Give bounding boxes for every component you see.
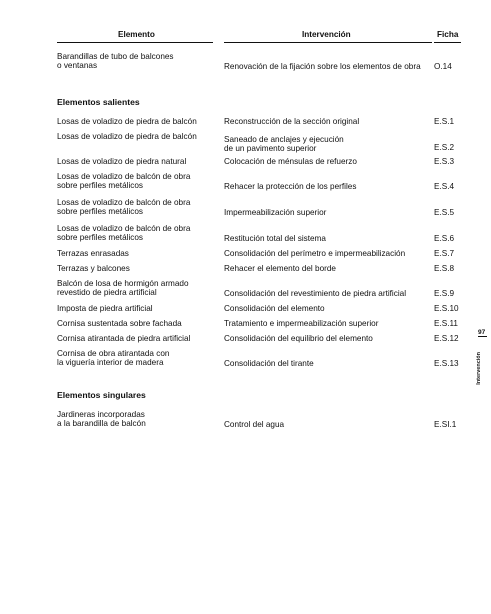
section-heading-salientes: Elementos salientes <box>57 97 140 107</box>
row-element: Losas de voladizo de piedra de balcón <box>57 132 197 141</box>
row-intervention: Tratamiento e impermeabilización superior <box>224 319 379 328</box>
row-ficha: E.S.5 <box>434 208 455 217</box>
row-element: Cornisa atirantada de piedra artificial <box>57 334 191 343</box>
row-intervention: Reconstrucción de la sección original <box>224 117 360 126</box>
column-header-intervencion: Intervención <box>302 30 351 39</box>
row-ficha: E.S.6 <box>434 234 455 243</box>
row-intervention: Restitución total del sistema <box>224 234 326 243</box>
row-ficha: E.SI.1 <box>434 420 457 429</box>
row-element: Cornisa de obra atirantada con la viguería interior de madera <box>57 349 170 368</box>
header-rule-elemento <box>57 42 213 43</box>
row-intervention: Rehacer la protección de los perfiles <box>224 182 357 191</box>
row-ficha: E.S.3 <box>434 157 455 166</box>
row-element: Losas de voladizo de balcón de obra sobre perfiles metálicos <box>57 172 191 191</box>
row-intervention: Renovación de la fijación sobre los elementos de obra <box>224 62 421 71</box>
row-ficha: O.14 <box>434 62 452 71</box>
row-element-text: Barandillas de tubo de balcones o ventanas <box>57 52 174 71</box>
header-rule-intervencion <box>224 42 432 43</box>
row-element: Balcón de losa de hormigón armado revestido de piedra artificial <box>57 279 189 298</box>
row-ficha: E.S.12 <box>434 334 459 343</box>
row-ficha: E.S.13 <box>434 359 459 368</box>
row-element: Losas de voladizo de balcón de obra sobre perfiles metálicos <box>57 198 191 217</box>
row-element: Imposta de piedra artificial <box>57 304 153 313</box>
row-element <box>57 52 222 71</box>
row-ficha: E.S.11 <box>434 319 458 328</box>
row-element: Jardineras incorporadas a la barandilla de balcón <box>57 410 146 429</box>
row-intervention: Consolidación del tirante <box>224 359 314 368</box>
page-number: 97 <box>478 329 486 336</box>
row-intervention: Consolidación del perímetro e impermeabilización <box>224 249 406 258</box>
row-intervention: Consolidación del equilibrio del elemento <box>224 334 373 343</box>
row-intervention: Consolidación del elemento <box>224 304 325 313</box>
column-header-elemento: Elemento <box>118 30 155 39</box>
row-element: Terrazas y balcones <box>57 264 130 273</box>
table-row <box>0 52 491 72</box>
row-ficha: E.S.2 <box>434 143 455 152</box>
section-heading-singulares: Elementos singulares <box>57 390 146 400</box>
row-ficha: E.S.9 <box>434 289 455 298</box>
row-element: Cornisa sustentada sobre fachada <box>57 319 182 328</box>
column-header-ficha: Ficha <box>437 30 459 39</box>
row-intervention: Control del agua <box>224 420 285 429</box>
row-element: Terrazas enrasadas <box>57 249 129 258</box>
row-ficha: E.S.1 <box>434 117 455 126</box>
page-number-rule <box>478 336 487 337</box>
row-element: Losas de voladizo de piedra de balcón <box>57 117 197 126</box>
side-section-label: Intervención <box>476 352 482 385</box>
row-intervention: Saneado de anclajes y ejecución de un pavimento superior <box>224 135 344 154</box>
row-intervention: Consolidación del revestimiento de piedra artificial <box>224 289 407 298</box>
row-intervention: Rehacer el elemento del borde <box>224 264 336 273</box>
row-ficha: E.S.10 <box>434 304 459 313</box>
row-element: Losas de voladizo de balcón de obra sobre perfiles metálicos <box>57 224 191 243</box>
row-ficha: E.S.8 <box>434 264 455 273</box>
row-ficha: E.S.7 <box>434 249 455 258</box>
row-ficha: E.S.4 <box>434 182 455 191</box>
row-element: Losas de voladizo de piedra natural <box>57 157 187 166</box>
header-rule-ficha <box>434 42 461 43</box>
row-intervention: Colocación de ménsulas de refuerzo <box>224 157 357 166</box>
row-intervention: Impermeabilización superior <box>224 208 327 217</box>
